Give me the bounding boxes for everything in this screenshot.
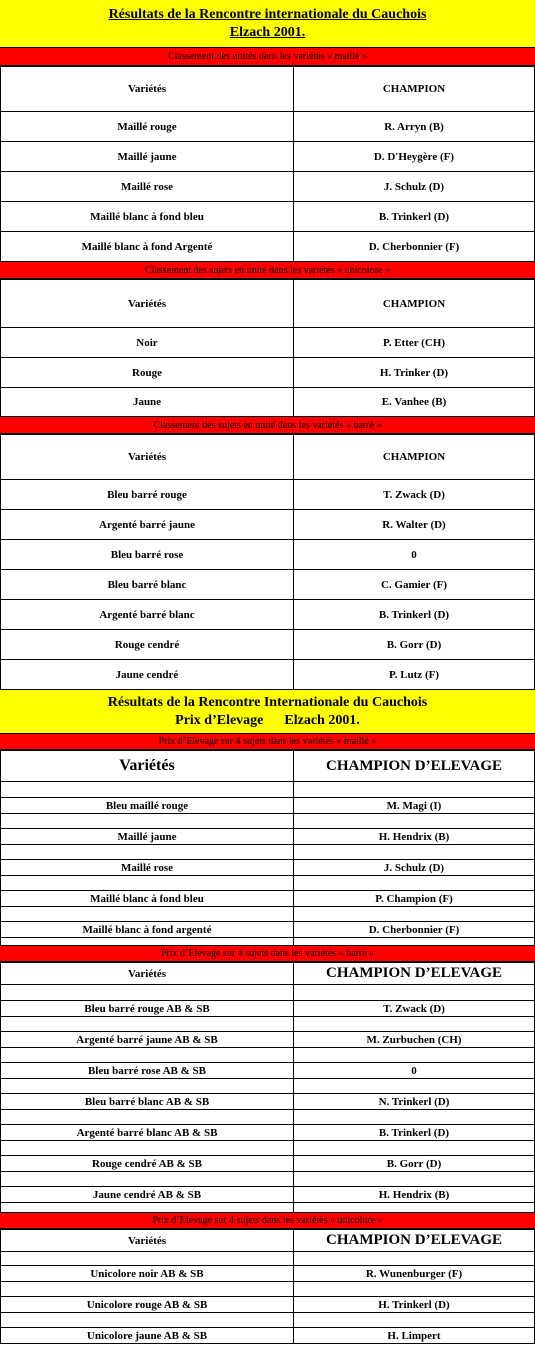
variety-cell: Jaune [1,388,294,417]
variety-cell: Maillé rose [1,172,294,202]
table-row [1,798,535,814]
spacer-row [1,1252,535,1266]
results-title-line2: Elzach 2001. [229,24,306,40]
table-row [1,922,535,938]
spacer-row [1,1048,535,1063]
variety-cell: Bleu barré rose AB & SB [1,1063,294,1079]
breeding-title-line2: Prix d’Elevage Elzach 2001. [175,712,360,728]
champion-cell: H. Hendrix (B) [294,1187,535,1203]
spacer-row [1,876,535,891]
table-row [1,388,535,417]
section-bar-elevage-barre: Prix d’Elevage sur 4 sujets dans les variétés « barré » [0,946,535,962]
variety-cell: Bleu barré blanc [1,570,294,600]
table-row [1,1297,535,1313]
section-bar-barre: Classement des sujets en unité dans les variétés « barré » [0,417,535,434]
table-row [1,328,535,358]
table-barre [0,434,535,690]
champion-cell: D. Cherbonnier (F) [294,922,535,938]
variety-cell: Maillé rose [1,860,294,876]
spacer-row [1,907,535,922]
col-header-champion-elevage: CHAMPION D’ELEVAGE [294,963,535,985]
section-bar-unicolore: Classement des sujets en unité dans les variétés « unicolore » [0,262,535,279]
col-header-champion-elevage: CHAMPION D’ELEVAGE [294,751,535,782]
table-header-row [1,435,535,480]
champion-cell: H. Limpert [294,1328,535,1344]
spacer-row [1,938,535,946]
variety-cell: Bleu barré blanc AB & SB [1,1094,294,1110]
table-row [1,1094,535,1110]
champion-cell: N. Trinkerl (D) [294,1094,535,1110]
table-row [1,860,535,876]
variety-cell: Rouge cendré AB & SB [1,1156,294,1172]
variety-cell: Bleu barré rose [1,540,294,570]
champion-cell: J. Schulz (D) [294,172,535,202]
table-row [1,630,535,660]
table-row [1,1032,535,1048]
section-bar-elevage-maille: Prix d’Elevage sur 4 sujets dans les variétés « maillé » [0,734,535,750]
champion-cell: R. Arryn (B) [294,112,535,142]
variety-cell: Bleu barré rouge [1,480,294,510]
champion-cell: B. Gorr (D) [294,630,535,660]
table-row [1,358,535,388]
table-row [1,202,535,232]
table-header-row [1,280,535,328]
table-row [1,172,535,202]
champion-cell: M. Zurbuchen (CH) [294,1032,535,1048]
table-row [1,232,535,262]
table-row [1,600,535,630]
table-row [1,540,535,570]
table-row [1,1063,535,1079]
variety-cell: Rouge cendré [1,630,294,660]
spacer-row [1,1017,535,1032]
spacer-row [1,1141,535,1156]
champion-cell: B. Trinkerl (D) [294,600,535,630]
champion-cell: H. Hendrix (B) [294,829,535,845]
variety-cell: Rouge [1,358,294,388]
col-header-champion-elevage: CHAMPION D’ELEVAGE [294,1230,535,1252]
table-unicolore [0,279,535,417]
champion-cell: M. Magi (I) [294,798,535,814]
section-bar-elevage-unicolore: Prix d’Elevage sur 4 sujets dans les variétés « unicolore » [0,1213,535,1229]
table-row [1,1125,535,1141]
table-row [1,1266,535,1282]
variety-cell: Argenté barré blanc AB & SB [1,1125,294,1141]
table-row [1,142,535,172]
champion-cell: B. Gorr (D) [294,1156,535,1172]
table-row [1,1187,535,1203]
variety-cell: Noir [1,328,294,358]
col-header-varietes: Variétés [1,751,294,782]
spacer-row [1,1172,535,1187]
variety-cell: Jaune cendré AB & SB [1,1187,294,1203]
champion-cell: H. Trinker (D) [294,358,535,388]
table-row [1,510,535,540]
variety-cell: Unicolore jaune AB & SB [1,1328,294,1344]
results-title-line1: Résultats de la Rencontre internationale du Cauchois [108,6,427,22]
table-row [1,660,535,690]
table-row [1,1001,535,1017]
variety-cell: Unicolore rouge AB & SB [1,1297,294,1313]
table-row [1,112,535,142]
champion-cell: T. Zwack (D) [294,480,535,510]
table-header-row [1,67,535,112]
variety-cell: Maillé jaune [1,829,294,845]
results-title [0,0,535,48]
spacer-row [1,845,535,860]
table-elevage-barre [0,962,535,1213]
table-row [1,480,535,510]
col-header-champion: CHAMPION [294,435,535,480]
variety-cell: Jaune cendré [1,660,294,690]
variety-cell: Maillé blanc à fond bleu [1,202,294,232]
champion-cell: 0 [294,540,535,570]
table-row [1,1156,535,1172]
variety-cell: Maillé jaune [1,142,294,172]
variety-cell: Argenté barré jaune [1,510,294,540]
table-header-row [1,1230,535,1252]
variety-cell: Maillé blanc à fond Argenté [1,232,294,262]
champion-cell: C. Gamier (F) [294,570,535,600]
variety-cell: Maillé blanc à fond bleu [1,891,294,907]
spacer-row [1,985,535,1001]
spacer-row [1,1203,535,1213]
spacer-row [1,1313,535,1328]
col-header-champion: CHAMPION [294,280,535,328]
table-header-row [1,963,535,985]
breeding-title-line1: Résultats de la Rencontre Internationale du Cauchois [107,694,428,710]
table-elevage-maille [0,750,535,946]
table-row [1,829,535,845]
col-header-varietes: Variétés [1,963,294,985]
col-header-varietes: Variétés [1,1230,294,1252]
champion-cell: R. Wunenburger (F) [294,1266,535,1282]
section-bar-maille: Classement des unités dans les variétés « maillé » [0,48,535,66]
variety-cell: Unicolore noir AB & SB [1,1266,294,1282]
champion-cell: 0 [294,1063,535,1079]
col-header-varietes: Variétés [1,280,294,328]
variety-cell: Argenté barré jaune AB & SB [1,1032,294,1048]
spacer-row [1,782,535,798]
champion-cell: H. Trinkerl (D) [294,1297,535,1313]
spacer-row [1,1110,535,1125]
col-header-champion: CHAMPION [294,67,535,112]
variety-cell: Bleu barré rouge AB & SB [1,1001,294,1017]
table-row [1,1328,535,1344]
breeding-title [0,690,535,734]
variety-cell: Argenté barré blanc [1,600,294,630]
table-header-row [1,751,535,782]
champion-cell: D. D'Heygère (F) [294,142,535,172]
champion-cell: P. Champion (F) [294,891,535,907]
champion-cell: P. Etter (CH) [294,328,535,358]
champion-cell: E. Vanhee (B) [294,388,535,417]
variety-cell: Maillé blanc à fond argenté [1,922,294,938]
table-row [1,570,535,600]
variety-cell: Maillé rouge [1,112,294,142]
col-header-varietes: Variétés [1,67,294,112]
table-elevage-unicolore [0,1229,535,1344]
champion-cell: B. Trinkerl (D) [294,1125,535,1141]
champion-cell: D. Cherbonnier (F) [294,232,535,262]
champion-cell: B. Trinkerl (D) [294,202,535,232]
champion-cell: T. Zwack (D) [294,1001,535,1017]
col-header-varietes: Variétés [1,435,294,480]
table-maille [0,66,535,262]
champion-cell: P. Lutz (F) [294,660,535,690]
spacer-row [1,814,535,829]
variety-cell: Bleu maillé rouge [1,798,294,814]
spacer-row [1,1282,535,1297]
spacer-row [1,1079,535,1094]
champion-cell: J. Schulz (D) [294,860,535,876]
table-row [1,891,535,907]
champion-cell: R. Walter (D) [294,510,535,540]
